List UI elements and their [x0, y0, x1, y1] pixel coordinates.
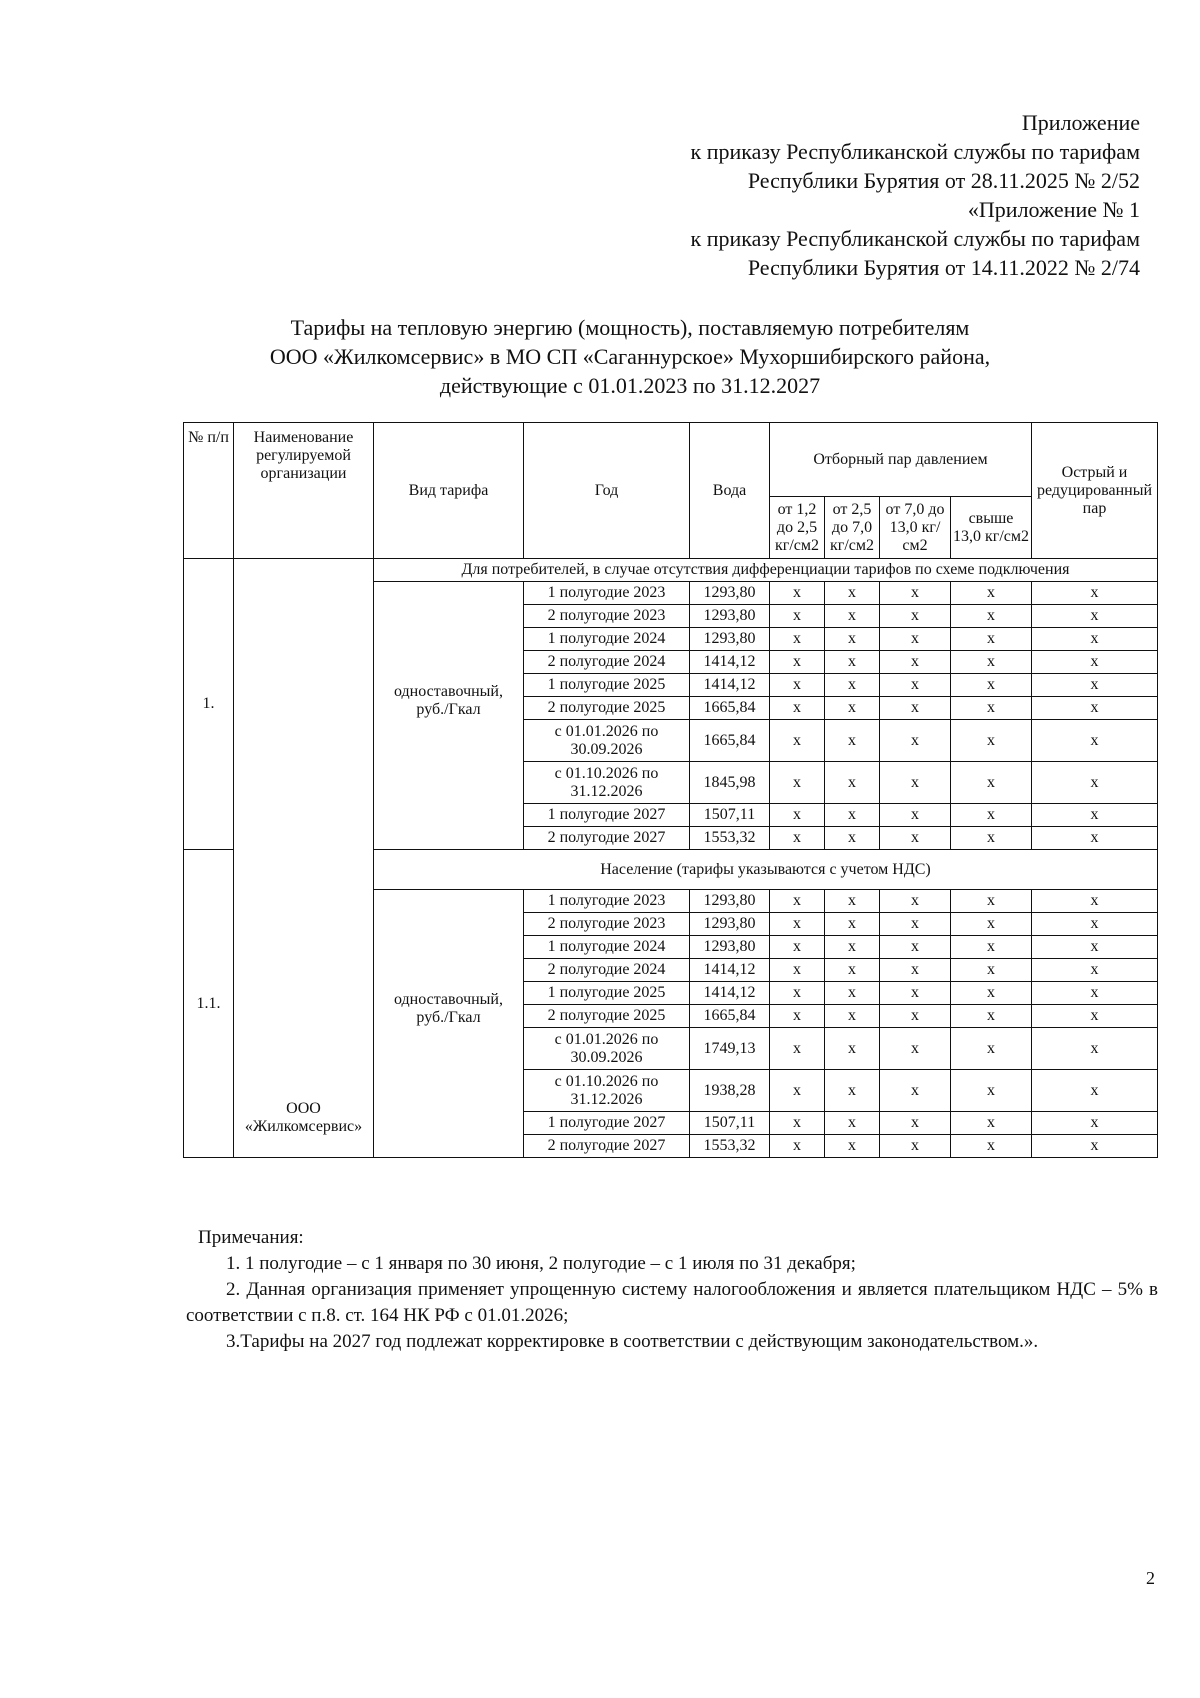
period-cell: 2 полугодие 2023	[524, 605, 690, 628]
steam-2-cell: x	[825, 651, 880, 674]
steam-3-cell: x	[880, 651, 951, 674]
header-steam-group: Отборный пар давлением	[770, 423, 1032, 497]
water-cell: 1507,11	[690, 804, 770, 827]
header-year: Год	[524, 423, 690, 559]
steam-4-cell: x	[951, 936, 1032, 959]
header-line: Республики Бурятия от 28.11.2025 № 2/52	[747, 168, 1140, 193]
period-cell: 2 полугодие 2027	[524, 1135, 690, 1158]
tariff-type-cell: одноставочный, руб./Гкал	[374, 890, 524, 1158]
period-cell: с 01.01.2026 по 30.09.2026	[524, 720, 690, 762]
water-cell: 1414,12	[690, 651, 770, 674]
header-steam-4: свыше 13,0 кг/см2	[951, 497, 1032, 559]
steam-3-cell: x	[880, 890, 951, 913]
steam-1-cell: x	[770, 605, 825, 628]
title-line: действующие с 01.01.2023 по 31.12.2027	[439, 373, 821, 398]
steam-1-cell: x	[770, 827, 825, 850]
sharp-steam-cell: x	[1032, 913, 1158, 936]
steam-4-cell: x	[951, 1112, 1032, 1135]
steam-2-cell: x	[825, 697, 880, 720]
sharp-steam-cell: x	[1032, 890, 1158, 913]
sharp-steam-cell: x	[1032, 827, 1158, 850]
sharp-steam-cell: x	[1032, 1028, 1158, 1070]
water-cell: 1665,84	[690, 720, 770, 762]
steam-3-cell: x	[880, 762, 951, 804]
water-cell: 1749,13	[690, 1028, 770, 1070]
period-cell: с 01.10.2026 по 31.12.2026	[524, 1070, 690, 1112]
water-cell: 1293,80	[690, 913, 770, 936]
header-line: к приказу Республиканской службы по тарифам	[690, 226, 1140, 251]
steam-1-cell: x	[770, 762, 825, 804]
steam-3-cell: x	[880, 804, 951, 827]
period-cell: 1 полугодие 2024	[524, 628, 690, 651]
steam-3-cell: x	[880, 1112, 951, 1135]
period-cell: 1 полугодие 2023	[524, 890, 690, 913]
steam-1-cell: x	[770, 582, 825, 605]
notes	[186, 1225, 1158, 1355]
steam-4-cell: x	[951, 890, 1032, 913]
steam-3-cell: x	[880, 1070, 951, 1112]
title-line: ООО «Жилкомсервис» в МО СП «Саганнурское» Мухоршибирского района,	[269, 344, 991, 369]
steam-1-cell: x	[770, 959, 825, 982]
header-line: Приложение	[1021, 110, 1140, 135]
header-line: к приказу Республиканской службы по тарифам	[690, 139, 1140, 164]
steam-4-cell: x	[951, 582, 1032, 605]
page-number: 2	[1146, 1568, 1155, 1588]
period-cell: 2 полугодие 2024	[524, 651, 690, 674]
steam-2-cell: x	[825, 1028, 880, 1070]
steam-4-cell: x	[951, 720, 1032, 762]
water-cell: 1293,80	[690, 605, 770, 628]
sharp-steam-cell: x	[1032, 605, 1158, 628]
header-steam-2: от 2,5 до 7,0 кг/см2	[825, 497, 880, 559]
sharp-steam-cell: x	[1032, 804, 1158, 827]
steam-2-cell: x	[825, 1070, 880, 1112]
note-item: 3.Тарифы на 2027 год подлежат корректировке в соответствии с действующим законодательством.».	[226, 1331, 1039, 1352]
water-cell: 1665,84	[690, 1005, 770, 1028]
steam-1-cell: x	[770, 913, 825, 936]
steam-1-cell: x	[770, 651, 825, 674]
section-title: Для потребителей, в случае отсутствия дифференциации тарифов по схеме подключения	[374, 559, 1158, 582]
period-cell: 1 полугодие 2025	[524, 982, 690, 1005]
sharp-steam-cell: x	[1032, 1135, 1158, 1158]
steam-3-cell: x	[880, 697, 951, 720]
water-cell: 1507,11	[690, 1112, 770, 1135]
steam-2-cell: x	[825, 605, 880, 628]
header-tariff-type: Вид тарифа	[374, 423, 524, 559]
period-cell: 2 полугодие 2025	[524, 1005, 690, 1028]
steam-2-cell: x	[825, 1112, 880, 1135]
tariff-type-cell: одноставочный, руб./Гкал	[374, 582, 524, 850]
notes-heading: Примечания:	[198, 1227, 304, 1248]
steam-2-cell: x	[825, 582, 880, 605]
steam-4-cell: x	[951, 959, 1032, 982]
period-cell: 2 полугодие 2023	[524, 913, 690, 936]
sharp-steam-cell: x	[1032, 1070, 1158, 1112]
steam-2-cell: x	[825, 827, 880, 850]
steam-2-cell: x	[825, 890, 880, 913]
header-water: Вода	[690, 423, 770, 559]
steam-2-cell: x	[825, 674, 880, 697]
steam-3-cell: x	[880, 674, 951, 697]
title-line: Тарифы на тепловую энергию (мощность), поставляемую потребителям	[290, 315, 970, 340]
steam-3-cell: x	[880, 720, 951, 762]
steam-4-cell: x	[951, 628, 1032, 651]
steam-2-cell: x	[825, 804, 880, 827]
steam-3-cell: x	[880, 913, 951, 936]
note-item: 1. 1 полугодие – с 1 января по 30 июня, 2 полугодие – с 1 июля по 31 декабря;	[226, 1253, 856, 1274]
period-cell: с 01.01.2026 по 30.09.2026	[524, 1028, 690, 1070]
steam-4-cell: x	[951, 1070, 1032, 1112]
water-cell: 1293,80	[690, 936, 770, 959]
water-cell: 1845,98	[690, 762, 770, 804]
table-body	[184, 559, 1158, 1158]
water-cell: 1293,80	[690, 890, 770, 913]
steam-4-cell: x	[951, 762, 1032, 804]
sharp-steam-cell: x	[1032, 582, 1158, 605]
steam-1-cell: x	[770, 1005, 825, 1028]
steam-4-cell: x	[951, 913, 1032, 936]
water-cell: 1665,84	[690, 697, 770, 720]
sharp-steam-cell: x	[1032, 959, 1158, 982]
document-title	[180, 313, 1080, 400]
header-line: «Приложение № 1	[967, 197, 1140, 222]
steam-4-cell: x	[951, 697, 1032, 720]
steam-1-cell: x	[770, 720, 825, 762]
steam-2-cell: x	[825, 1005, 880, 1028]
steam-1-cell: x	[770, 674, 825, 697]
sharp-steam-cell: x	[1032, 1112, 1158, 1135]
steam-3-cell: x	[880, 827, 951, 850]
period-cell: 1 полугодие 2027	[524, 804, 690, 827]
steam-3-cell: x	[880, 605, 951, 628]
tariffs-table	[183, 422, 1158, 1158]
steam-3-cell: x	[880, 1028, 951, 1070]
row-number: 1.	[184, 559, 234, 850]
steam-4-cell: x	[951, 605, 1032, 628]
water-cell: 1938,28	[690, 1070, 770, 1112]
header-line: Республики Бурятия от 14.11.2022 № 2/74	[747, 255, 1140, 280]
period-cell: с 01.10.2026 по 31.12.2026	[524, 762, 690, 804]
sharp-steam-cell: x	[1032, 982, 1158, 1005]
steam-2-cell: x	[825, 913, 880, 936]
section-title: Население (тарифы указываются с учетом НДС)	[374, 850, 1158, 890]
steam-4-cell: x	[951, 1028, 1032, 1070]
steam-3-cell: x	[880, 959, 951, 982]
steam-3-cell: x	[880, 1135, 951, 1158]
steam-4-cell: x	[951, 1135, 1032, 1158]
steam-1-cell: x	[770, 1135, 825, 1158]
steam-1-cell: x	[770, 1028, 825, 1070]
steam-2-cell: x	[825, 936, 880, 959]
water-cell: 1293,80	[690, 628, 770, 651]
steam-1-cell: x	[770, 1112, 825, 1135]
header-sharp-steam: Острый и редуцированный пар	[1032, 423, 1158, 559]
sharp-steam-cell: x	[1032, 674, 1158, 697]
steam-1-cell: x	[770, 628, 825, 651]
steam-1-cell: x	[770, 1070, 825, 1112]
sharp-steam-cell: x	[1032, 697, 1158, 720]
sharp-steam-cell: x	[1032, 720, 1158, 762]
note-item: 2. Данная организация применяет упрощенную систему налогообложения и является плательщиком НДС – 5% в соответствии с п.8. ст. 164 НК РФ с 01.01.2026;	[186, 1279, 1158, 1326]
steam-1-cell: x	[770, 697, 825, 720]
period-cell: 1 полугодие 2024	[524, 936, 690, 959]
steam-2-cell: x	[825, 959, 880, 982]
steam-4-cell: x	[951, 982, 1032, 1005]
steam-2-cell: x	[825, 762, 880, 804]
period-cell: 2 полугодие 2024	[524, 959, 690, 982]
water-cell: 1414,12	[690, 959, 770, 982]
appendix-header	[440, 108, 1140, 282]
water-cell: 1293,80	[690, 582, 770, 605]
steam-2-cell: x	[825, 982, 880, 1005]
sharp-steam-cell: x	[1032, 651, 1158, 674]
header-steam-3: от 7,0 до 13,0 кг/см2	[880, 497, 951, 559]
organization-cell: ООО «Жилкомсервис»	[234, 559, 374, 1158]
steam-3-cell: x	[880, 582, 951, 605]
section-title-row	[184, 559, 1158, 582]
period-cell: 2 полугодие 2025	[524, 697, 690, 720]
row-number: 1.1.	[184, 850, 234, 1158]
steam-4-cell: x	[951, 651, 1032, 674]
steam-3-cell: x	[880, 936, 951, 959]
steam-3-cell: x	[880, 1005, 951, 1028]
header-steam-1: от 1,2 до 2,5 кг/см2	[770, 497, 825, 559]
water-cell: 1553,32	[690, 1135, 770, 1158]
period-cell: 1 полугодие 2025	[524, 674, 690, 697]
steam-2-cell: x	[825, 720, 880, 762]
sharp-steam-cell: x	[1032, 628, 1158, 651]
sharp-steam-cell: x	[1032, 1005, 1158, 1028]
steam-3-cell: x	[880, 982, 951, 1005]
water-cell: 1414,12	[690, 674, 770, 697]
steam-1-cell: x	[770, 804, 825, 827]
water-cell: 1414,12	[690, 982, 770, 1005]
sharp-steam-cell: x	[1032, 762, 1158, 804]
header-num: № п/п	[184, 423, 234, 559]
header-org: Наименование регулируемой организации	[234, 423, 374, 559]
steam-4-cell: x	[951, 1005, 1032, 1028]
steam-2-cell: x	[825, 628, 880, 651]
steam-1-cell: x	[770, 890, 825, 913]
steam-2-cell: x	[825, 1135, 880, 1158]
period-cell: 1 полугодие 2027	[524, 1112, 690, 1135]
period-cell: 2 полугодие 2027	[524, 827, 690, 850]
steam-4-cell: x	[951, 827, 1032, 850]
sharp-steam-cell: x	[1032, 936, 1158, 959]
steam-1-cell: x	[770, 982, 825, 1005]
period-cell: 1 полугодие 2023	[524, 582, 690, 605]
water-cell: 1553,32	[690, 827, 770, 850]
steam-4-cell: x	[951, 674, 1032, 697]
steam-1-cell: x	[770, 936, 825, 959]
steam-4-cell: x	[951, 804, 1032, 827]
steam-3-cell: x	[880, 628, 951, 651]
